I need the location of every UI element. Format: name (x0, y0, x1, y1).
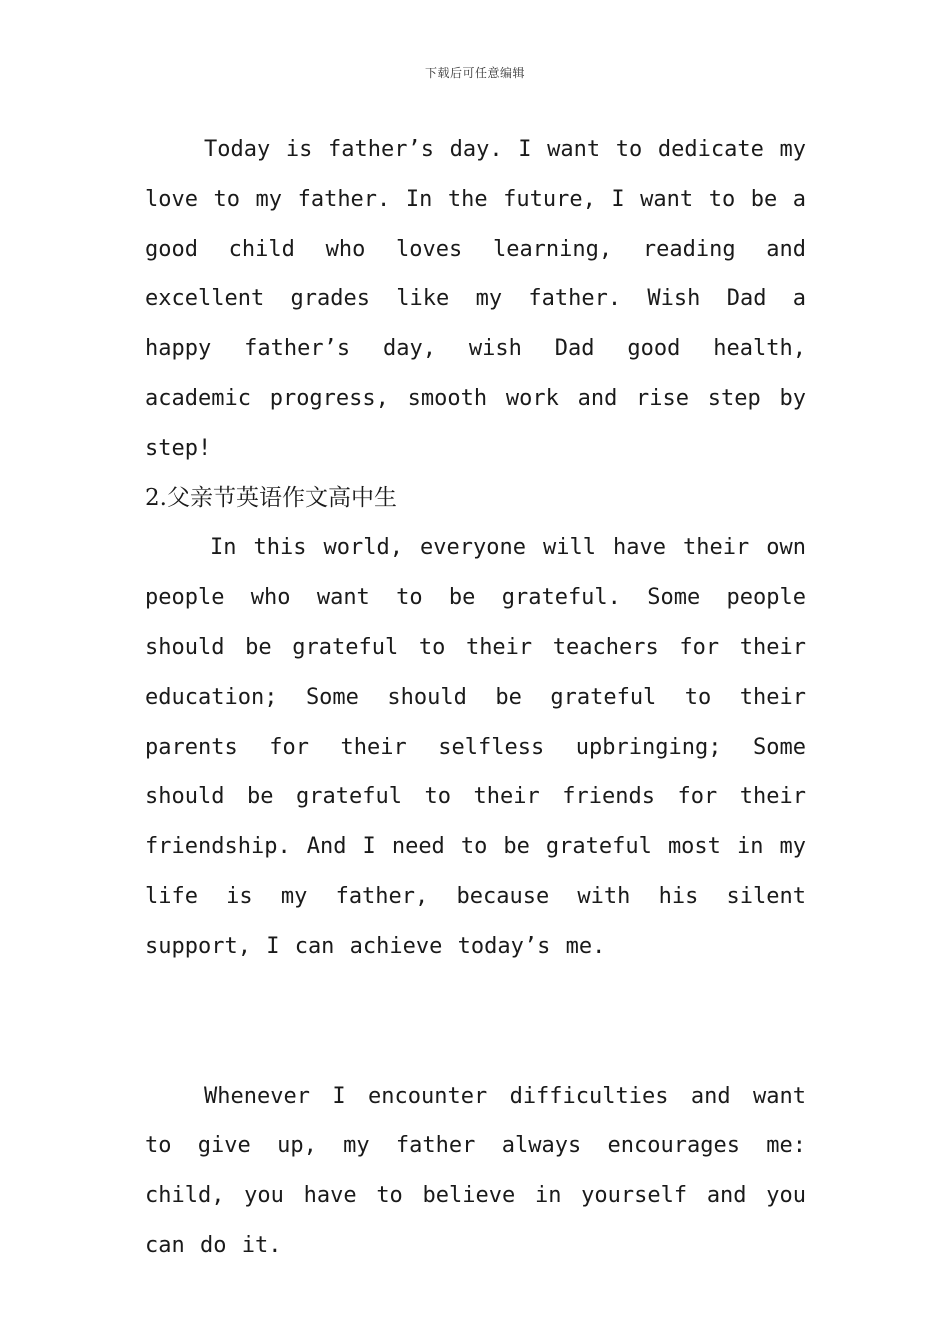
paragraph-encouragement: Whenever I encounter difficulties and want to give up, my father always encourages me: child, you have to believe in yourself and you can do it. (145, 1083, 806, 1258)
document-body (145, 125, 806, 1271)
paragraph-spacer (145, 972, 806, 1072)
section-heading: 2.父亲节英语作文高中生 (145, 484, 397, 511)
paragraph-grateful-world: In this world, everyone will have their own people who want to be grateful. Some people should be grateful to their teachers for their education; Some should be grateful to their parents for their selfless upbringing; Some should be grateful to their friends for their friendship. And I need to be grateful most in my life is my father, because with his silent support, I can achieve today’s me. (145, 535, 806, 959)
page-header-note: 下载后可任意编辑 (424, 66, 525, 80)
paragraph-fathers-day-dedication: Today is father’s day. I want to dedicate my love to my father. In the future, I want to be a good child who loves learning, reading and excellent grades like my father. Wish Dad a happy father’s day, wish Dad good health, academic progress, smooth work and rise step by step! (145, 137, 806, 461)
